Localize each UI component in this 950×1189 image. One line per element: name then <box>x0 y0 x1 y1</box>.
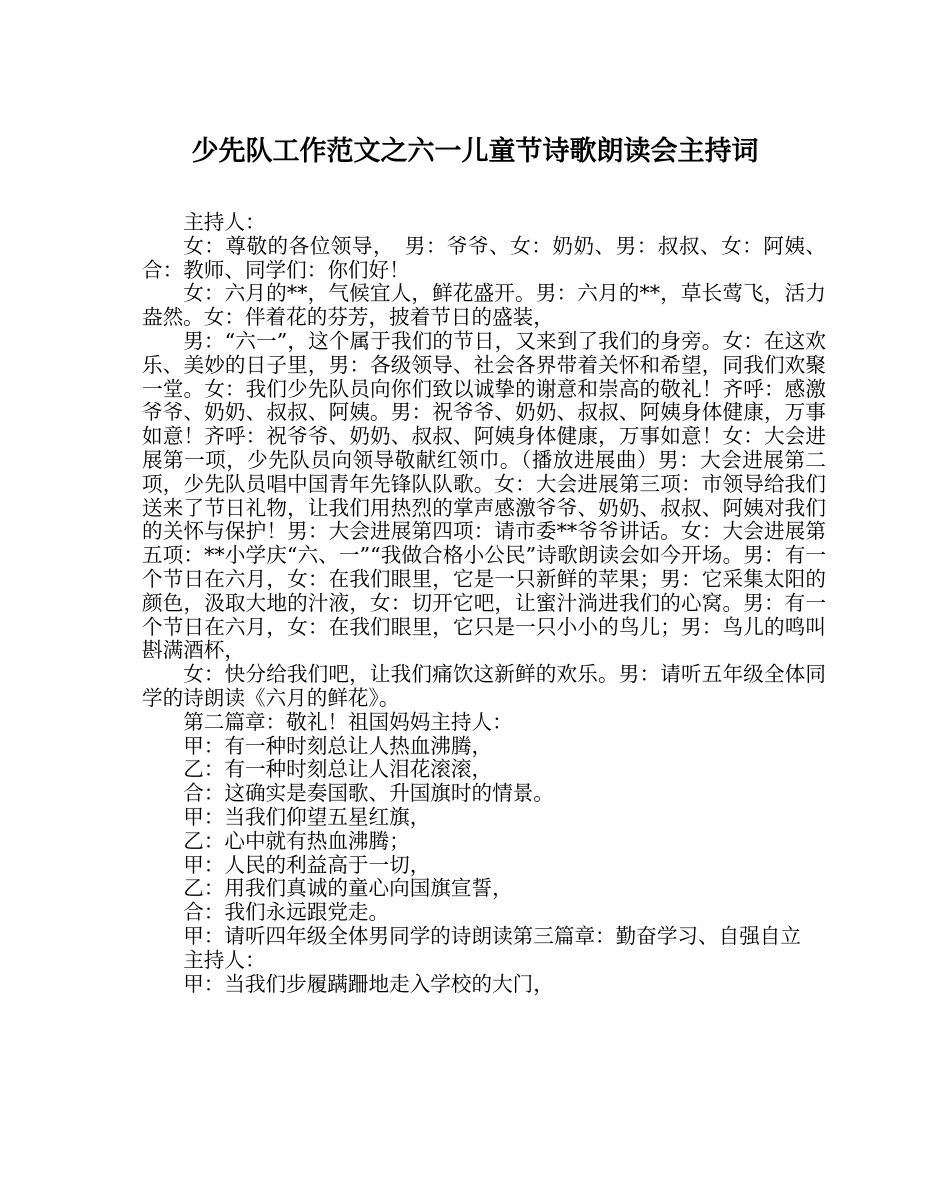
paragraph: 甲：有一种时刻总让人热血沸腾， <box>183 733 493 758</box>
paragraph: 甲：当我们仰望五星红旗， <box>183 804 431 829</box>
paragraph: 女：尊敬的各位领导， 男：爷爷、女：奶奶、男：叔叔、女：阿姨、合：教师、同学们：你们好！ <box>142 233 826 282</box>
paragraph: 男：“六一”，这个属于我们的节日，又来到了我们的身旁。女：在这欢乐、美妙的日子里，男：各级领导、社会各界带着关怀和希望，同我们欢聚一堂。女：我们少先队员向你们致以诚挚的谢意和崇高的敬礼！齐呼：感激爷爷、奶奶、叔叔、阿姨。男：祝爷爷、奶奶、叔叔、阿姨身体健康，万事如意！齐呼：祝爷爷、奶奶、叔叔、阿姨身体健康，万事如意！女：大会进展第一项，少先队员向领导敬献红领巾。（播放进展曲）男：大会进展第二项，少先队员唱中国青年先锋队队歌。女：大会进展第三项：市领导给我们送来了节日礼物，让我们用热烈的掌声感激爷爷、奶奶、叔叔、阿姨对我们的关怀与保护！男：大会进展第四项：请市委**爷爷讲话。女：大会进展第五项：**小学庆“六、一”“我做合格小公民”诗歌朗读会如今开场。男：有一个节日在六月，女：在我们眼里，它是一只新鲜的苹果；男：它采集太阳的颜色，汲取大地的汁液，女：切开它吧，让蜜汁淌进我们的心窝。男：有一个节日在六月，女：在我们眼里，它只是一只小小的鸟儿；男：鸟儿的鸣叫斟满酒杯， <box>142 328 826 663</box>
paragraph: 乙：心中就有热血沸腾； <box>183 828 410 853</box>
paragraph: 主持人： <box>183 947 266 972</box>
paragraph: 合：这确实是奏国歌、升国旗时的情景。 <box>183 781 554 806</box>
paragraph: 乙：有一种时刻总让人泪花滚滚， <box>183 757 493 782</box>
paragraph: 女：六月的**，气候宜人，鲜花盛开。男：六月的**，草长莺飞，活力盎然。女：伴着花的芬芳，披着节日的盛装， <box>142 281 826 330</box>
paragraph: 乙：用我们真诚的童心向国旗宣誓， <box>183 876 513 901</box>
document-title: 少先队工作范文之六一儿童节诗歌朗读会主持词 <box>191 136 759 167</box>
paragraph: 第二篇章：敬礼！祖国妈妈主持人： <box>183 709 513 734</box>
paragraph: 甲：当我们步履蹒跚地走入学校的大门， <box>183 971 554 996</box>
paragraph: 女：快分给我们吧，让我们痛饮这新鲜的欢乐。男：请听五年级全体同学的诗朗读《六月的鲜花》。 <box>142 662 826 710</box>
paragraph: 合：我们永远跟党走。 <box>183 900 390 925</box>
paragraph: 甲：请听四年级全体男同学的诗朗读第三篇章：勤奋学习、自强自立 <box>183 923 801 948</box>
paragraph: 甲：人民的利益高于一切， <box>183 852 431 877</box>
paragraph: 主持人： <box>183 210 266 234</box>
document-body <box>142 211 826 996</box>
